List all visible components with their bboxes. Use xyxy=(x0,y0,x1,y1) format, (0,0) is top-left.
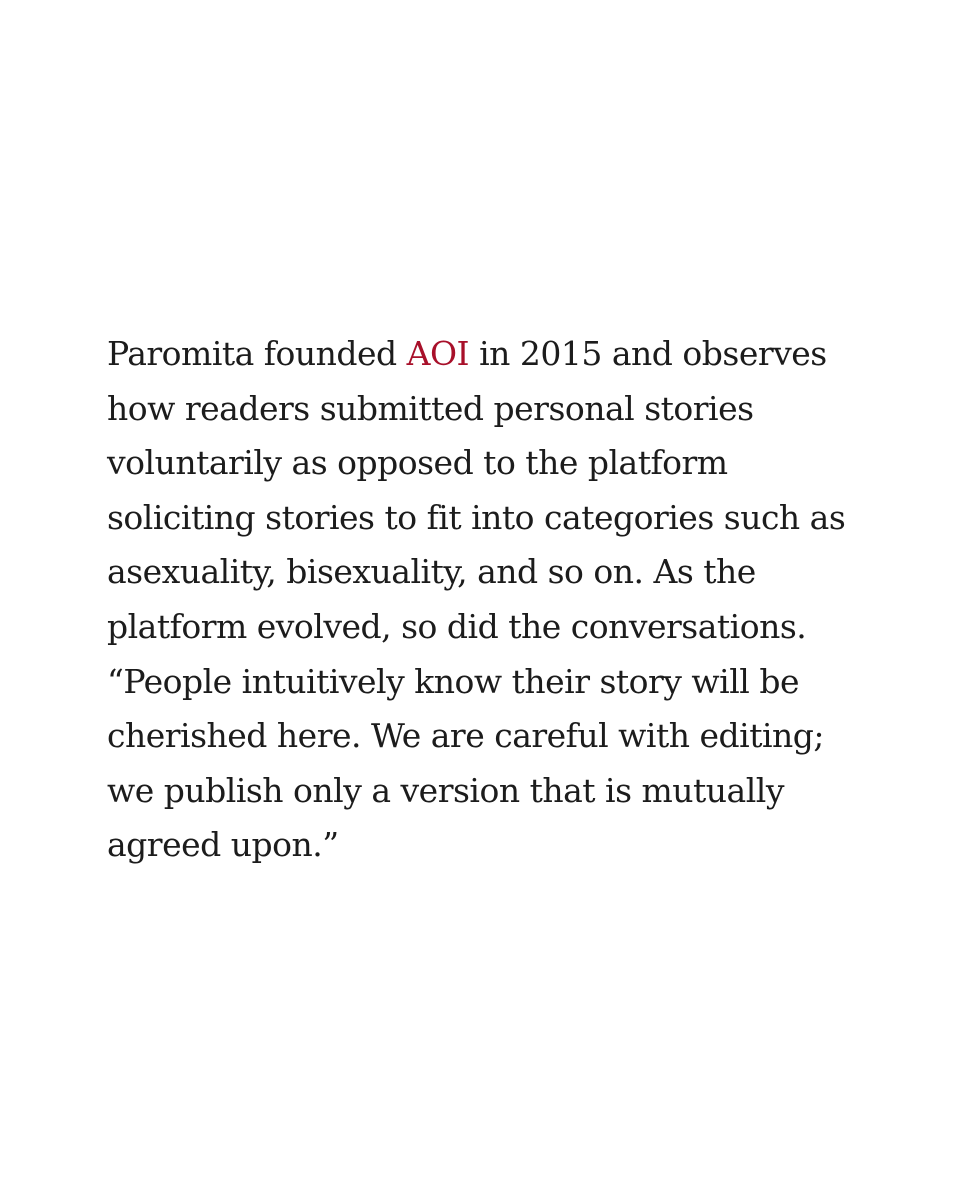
body-paragraph xyxy=(107,327,907,873)
paragraph-line xyxy=(107,327,907,382)
text-run: Paromita founded xyxy=(107,334,407,373)
paragraph-line: we publish only a version that is mutually xyxy=(107,770,784,810)
paragraph-line: “People intuitively know their story will be xyxy=(107,661,799,701)
paragraph-line: asexuality, bisexuality, and so on. As the xyxy=(107,552,756,592)
paragraph-line: cherished here. We are careful with editing; xyxy=(107,716,825,756)
aoi-highlight: AOI xyxy=(406,334,470,373)
paragraph-line: how readers submitted personal stories xyxy=(107,388,754,428)
paragraph-line: platform evolved, so did the conversations. xyxy=(107,606,807,646)
paragraph-line: voluntarily as opposed to the platform xyxy=(107,443,728,483)
text-run: in 2015 and observes xyxy=(469,334,827,373)
paragraph-line: agreed upon.” xyxy=(107,825,339,865)
paragraph-line: soliciting stories to fit into categories such as xyxy=(107,497,846,537)
